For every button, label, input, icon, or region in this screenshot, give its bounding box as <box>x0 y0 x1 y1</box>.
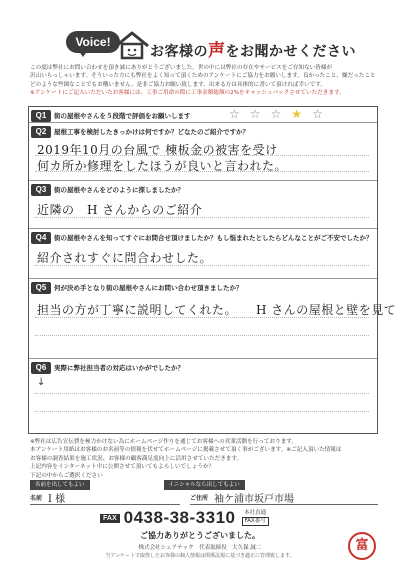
option-initial-ok[interactable]: イニシャルなら出してもよい <box>164 480 245 490</box>
question-text: 街の屋根やさんを５段階で評価をお願いします <box>54 112 191 120</box>
arrow-down-icon: ↓ <box>37 377 46 388</box>
question-text: 実際に弊社担当者の対応はいかがでしたか？ <box>54 364 184 372</box>
fax-icon: FAX <box>100 514 120 523</box>
fax-contact <box>100 508 300 528</box>
address-field[interactable]: ご住所 袖ケ浦市坂戸市場 <box>190 491 378 505</box>
question-number: Q3 <box>31 184 51 196</box>
question-1 <box>29 107 377 123</box>
question-6 <box>29 359 377 433</box>
star-icon-selected[interactable]: ★ <box>291 107 303 121</box>
star-rating[interactable] <box>229 107 323 121</box>
privacy-note: 当アンケートで取得したお客様の個人情報は関係法規に基づき適正に管理致します。 <box>105 553 295 559</box>
handwritten-answer: 担当の方が丁寧に説明してくれた。 H さんの屋根と壁を見て <box>37 303 397 317</box>
question-number: Q4 <box>31 232 51 244</box>
question-text: 屋根工事を検討したきっかけは何ですか？どなたのご紹介ですか？ <box>54 128 249 136</box>
company-logo: 富 <box>348 532 376 560</box>
option-name-ok[interactable]: 名前を出してもよい <box>30 480 90 490</box>
name-section <box>30 480 378 506</box>
star-icon[interactable]: ☆ <box>229 107 240 121</box>
question-text: 街の屋根やさんをどのように探しましたか？ <box>54 186 184 194</box>
question-3 <box>29 181 377 229</box>
header <box>0 0 400 62</box>
name-field[interactable]: 名前 I 様 <box>30 491 180 505</box>
star-icon[interactable]: ☆ <box>312 107 323 121</box>
question-number: Q1 <box>31 110 51 122</box>
handwritten-answer: 紹介されすぐに問合わせした。 <box>37 251 213 265</box>
handwritten-answer: 2019年10月の台風で 棟板金の被害を受け <box>37 143 278 157</box>
handwritten-answer: 何カ所か修理をしたほうが良いと言われた。 <box>37 159 288 173</box>
consent-notes: ※弊社は広告宣伝費を極力かけない為にホームページ作りを通じてお客様への営業活動を行っております。 本アンケート用紙はお客様のお名前等の情報を伏せてホームページに掲載させて頂く事がございます。※ご記入頂いた情報は お客様の調査結果を施工状況、お客様の顧客満足度向上に活用させていただきます。 上記内容をインターネット中に公開させて頂いてもよろしいでしょうか？ 下記の中からご選択ください <box>30 439 342 479</box>
footer <box>0 530 400 559</box>
fax-label: 本社直通 FAX番号 <box>242 510 269 526</box>
survey-form <box>28 106 397 434</box>
thanks-text: ご協力ありがとうございました。 <box>140 531 260 540</box>
question-5 <box>29 279 397 359</box>
voice-bubble-tail <box>78 50 88 57</box>
question-text: 街の屋根やさんを知ってすぐにお問合せ頂けましたか？もし悩まれたとしたらどんなことがご不安でしたか？ <box>54 234 373 242</box>
page-title: お客様の声をお聞かせください <box>150 41 356 61</box>
question-text: 何が決め手となり街の屋根やさんにお問い合わせ頂きましたか？ <box>54 284 243 292</box>
question-number: Q2 <box>31 126 51 138</box>
question-number: Q6 <box>31 362 51 374</box>
intro-text: この度は弊社にお問い合わせを頂き誠にありがとうございました。世の中には弊社の存在やサービスをご存知ない皆様が 沢山いらっしゃいます。そういった方にも弊社をよく知って頂くためのアンケートにご協力をお願いします。良かったこと、嫌だったこと どのような些細なことでもお構いません。是非ご協力お願い致します。出来る方は具体的に書いて頂ければ幸いです。 ※アンケートにご記入いただいたお客様には、工事ご用命の際に工事金額総額の2%をキャッシュバックさせていただきます。 <box>30 64 382 98</box>
fax-number: 0438-38-3310 <box>123 508 236 527</box>
question-4 <box>29 229 377 279</box>
house-icon <box>114 30 150 60</box>
star-icon[interactable]: ☆ <box>249 107 261 121</box>
handwritten-answer: 近隣の H さんからのご紹介 <box>37 203 203 217</box>
question-2 <box>29 123 377 181</box>
star-icon[interactable]: ☆ <box>270 107 282 121</box>
cashback-note: ※アンケートにご記入いただいたお客様には、工事ご用命の際に工事金額総額の2%をキャッシュバックさせていただきます。 <box>30 90 345 97</box>
voice-bubble: Voice! <box>66 31 120 53</box>
question-number: Q5 <box>31 282 51 294</box>
company-name: 株式会社シェアテック 代表取締役 大久保 誠二 <box>138 545 262 551</box>
